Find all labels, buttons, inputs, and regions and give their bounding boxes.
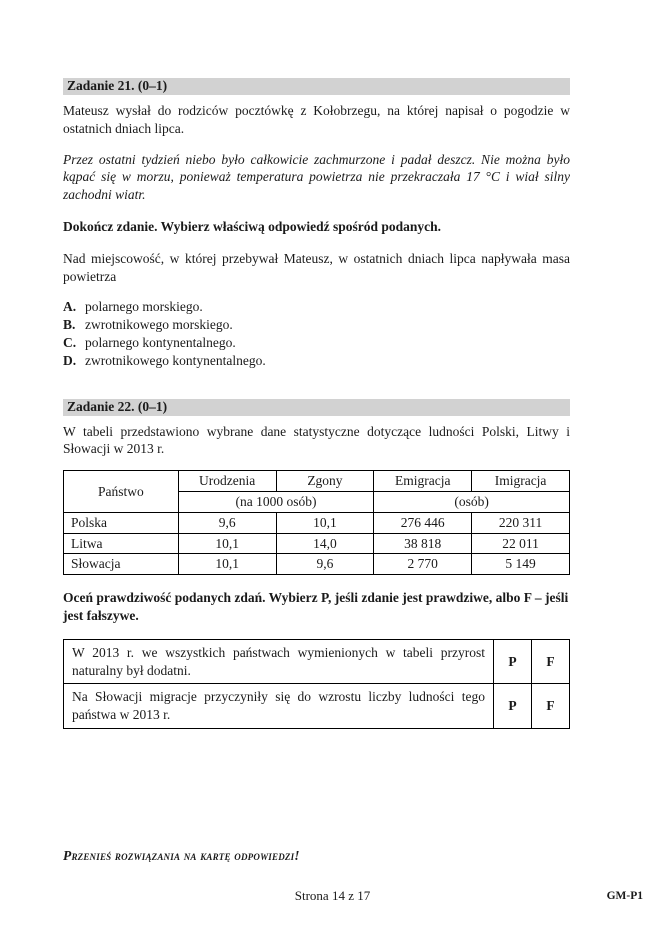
statement-1-false-option: F: [532, 639, 570, 684]
row-births: 10,1: [178, 533, 276, 554]
document-code: GM-P1: [606, 890, 643, 902]
row-immigration: 220 311: [472, 512, 570, 533]
option-d-letter: D.: [63, 352, 77, 368]
option-c: [63, 334, 570, 352]
row-births: 10,1: [178, 554, 276, 575]
true-false-table: [63, 639, 570, 729]
task22-intro: W tabeli przedstawiono wybrane dane statystyczne dotyczące ludności Polski, Litwy i Słowacji w 2013 r.: [63, 423, 570, 457]
row-emigration: 38 818: [374, 533, 472, 554]
unit-migration: (osób): [374, 491, 570, 512]
unit-births-deaths: (na 1000 osób): [178, 491, 374, 512]
row-immigration: 22 011: [472, 533, 570, 554]
statement-row: [64, 684, 570, 729]
table-row: [64, 512, 570, 533]
row-country: Litwa: [64, 533, 179, 554]
task21-options: [63, 298, 570, 369]
table-row: [64, 554, 570, 575]
task22-header: Zadanie 22. (0–1): [63, 399, 570, 416]
task21-intro: Mateusz wysłał do rodziców pocztówkę z Kołobrzegu, na której napisał o pogodzie w ostatnich dniach lipca.: [63, 102, 570, 136]
row-deaths: 10,1: [276, 512, 374, 533]
option-a-letter: A.: [63, 299, 77, 315]
task21-header: Zadanie 21. (0–1): [63, 78, 570, 95]
row-deaths: 14,0: [276, 533, 374, 554]
task21-quote: Przez ostatni tydzień niebo było całkowicie zachmurzone i padał deszcz. Nie można było kąpać się w morzu, ponieważ temperatura powietrza nie przekraczała 17 °C i wiał silny zachodni wiatr.: [63, 151, 570, 203]
statement-2-true-option: P: [494, 684, 532, 729]
row-country: Polska: [64, 512, 179, 533]
row-births: 9,6: [178, 512, 276, 533]
row-emigration: 2 770: [374, 554, 472, 575]
statement-2-false-option: F: [532, 684, 570, 729]
statement-1-true-option: P: [494, 639, 532, 684]
transfer-answers-note: Przenieś rozwiązania na kartę odpowiedzi!: [63, 848, 300, 863]
statement-text: W 2013 r. we wszystkich państwach wymienionych w tabeli przyrost naturalny był dodatni.: [64, 639, 494, 684]
option-c-text: polarnego kontynentalnego.: [85, 335, 236, 350]
page-content: [63, 78, 570, 729]
header-emigration: Emigracja: [374, 471, 472, 492]
table-header-row: [64, 471, 570, 492]
header-births: Urodzenia: [178, 471, 276, 492]
header-deaths: Zgony: [276, 471, 374, 492]
row-country: Słowacja: [64, 554, 179, 575]
header-country: Państwo: [64, 471, 179, 513]
page-number: Strona 14 z 17: [294, 888, 371, 903]
row-immigration: 5 149: [472, 554, 570, 575]
option-b-letter: B.: [63, 317, 76, 333]
table-row: [64, 533, 570, 554]
option-a: [63, 298, 570, 316]
statement-row: [64, 639, 570, 684]
option-c-letter: C.: [63, 335, 77, 350]
row-emigration: 276 446: [374, 512, 472, 533]
option-b: [63, 316, 570, 334]
statement-text: Na Słowacji migracje przyczyniły się do wzrostu liczby ludności tego państwa w 2013 r.: [64, 684, 494, 729]
statistics-table: [63, 470, 570, 575]
option-d: [63, 352, 570, 370]
task21-stem: Nad miejscowość, w której przebywał Mateusz, w ostatnich dniach lipca napływała masa powietrza: [63, 250, 570, 284]
option-d-text: zwrotnikowego kontynentalnego.: [85, 352, 266, 368]
row-deaths: 9,6: [276, 554, 374, 575]
option-a-text: polarnego morskiego.: [85, 299, 203, 315]
header-immigration: Imigracja: [472, 471, 570, 492]
option-b-text: zwrotnikowego morskiego.: [85, 317, 233, 333]
task22-instruction: Oceń prawdziwość podanych zdań. Wybierz P, jeśli zdanie jest prawdziwe, albo F – jeśli jest fałszywe.: [63, 590, 569, 623]
task21-instruction: Dokończ zdanie. Wybierz właściwą odpowiedź spośród podanych.: [63, 218, 442, 234]
